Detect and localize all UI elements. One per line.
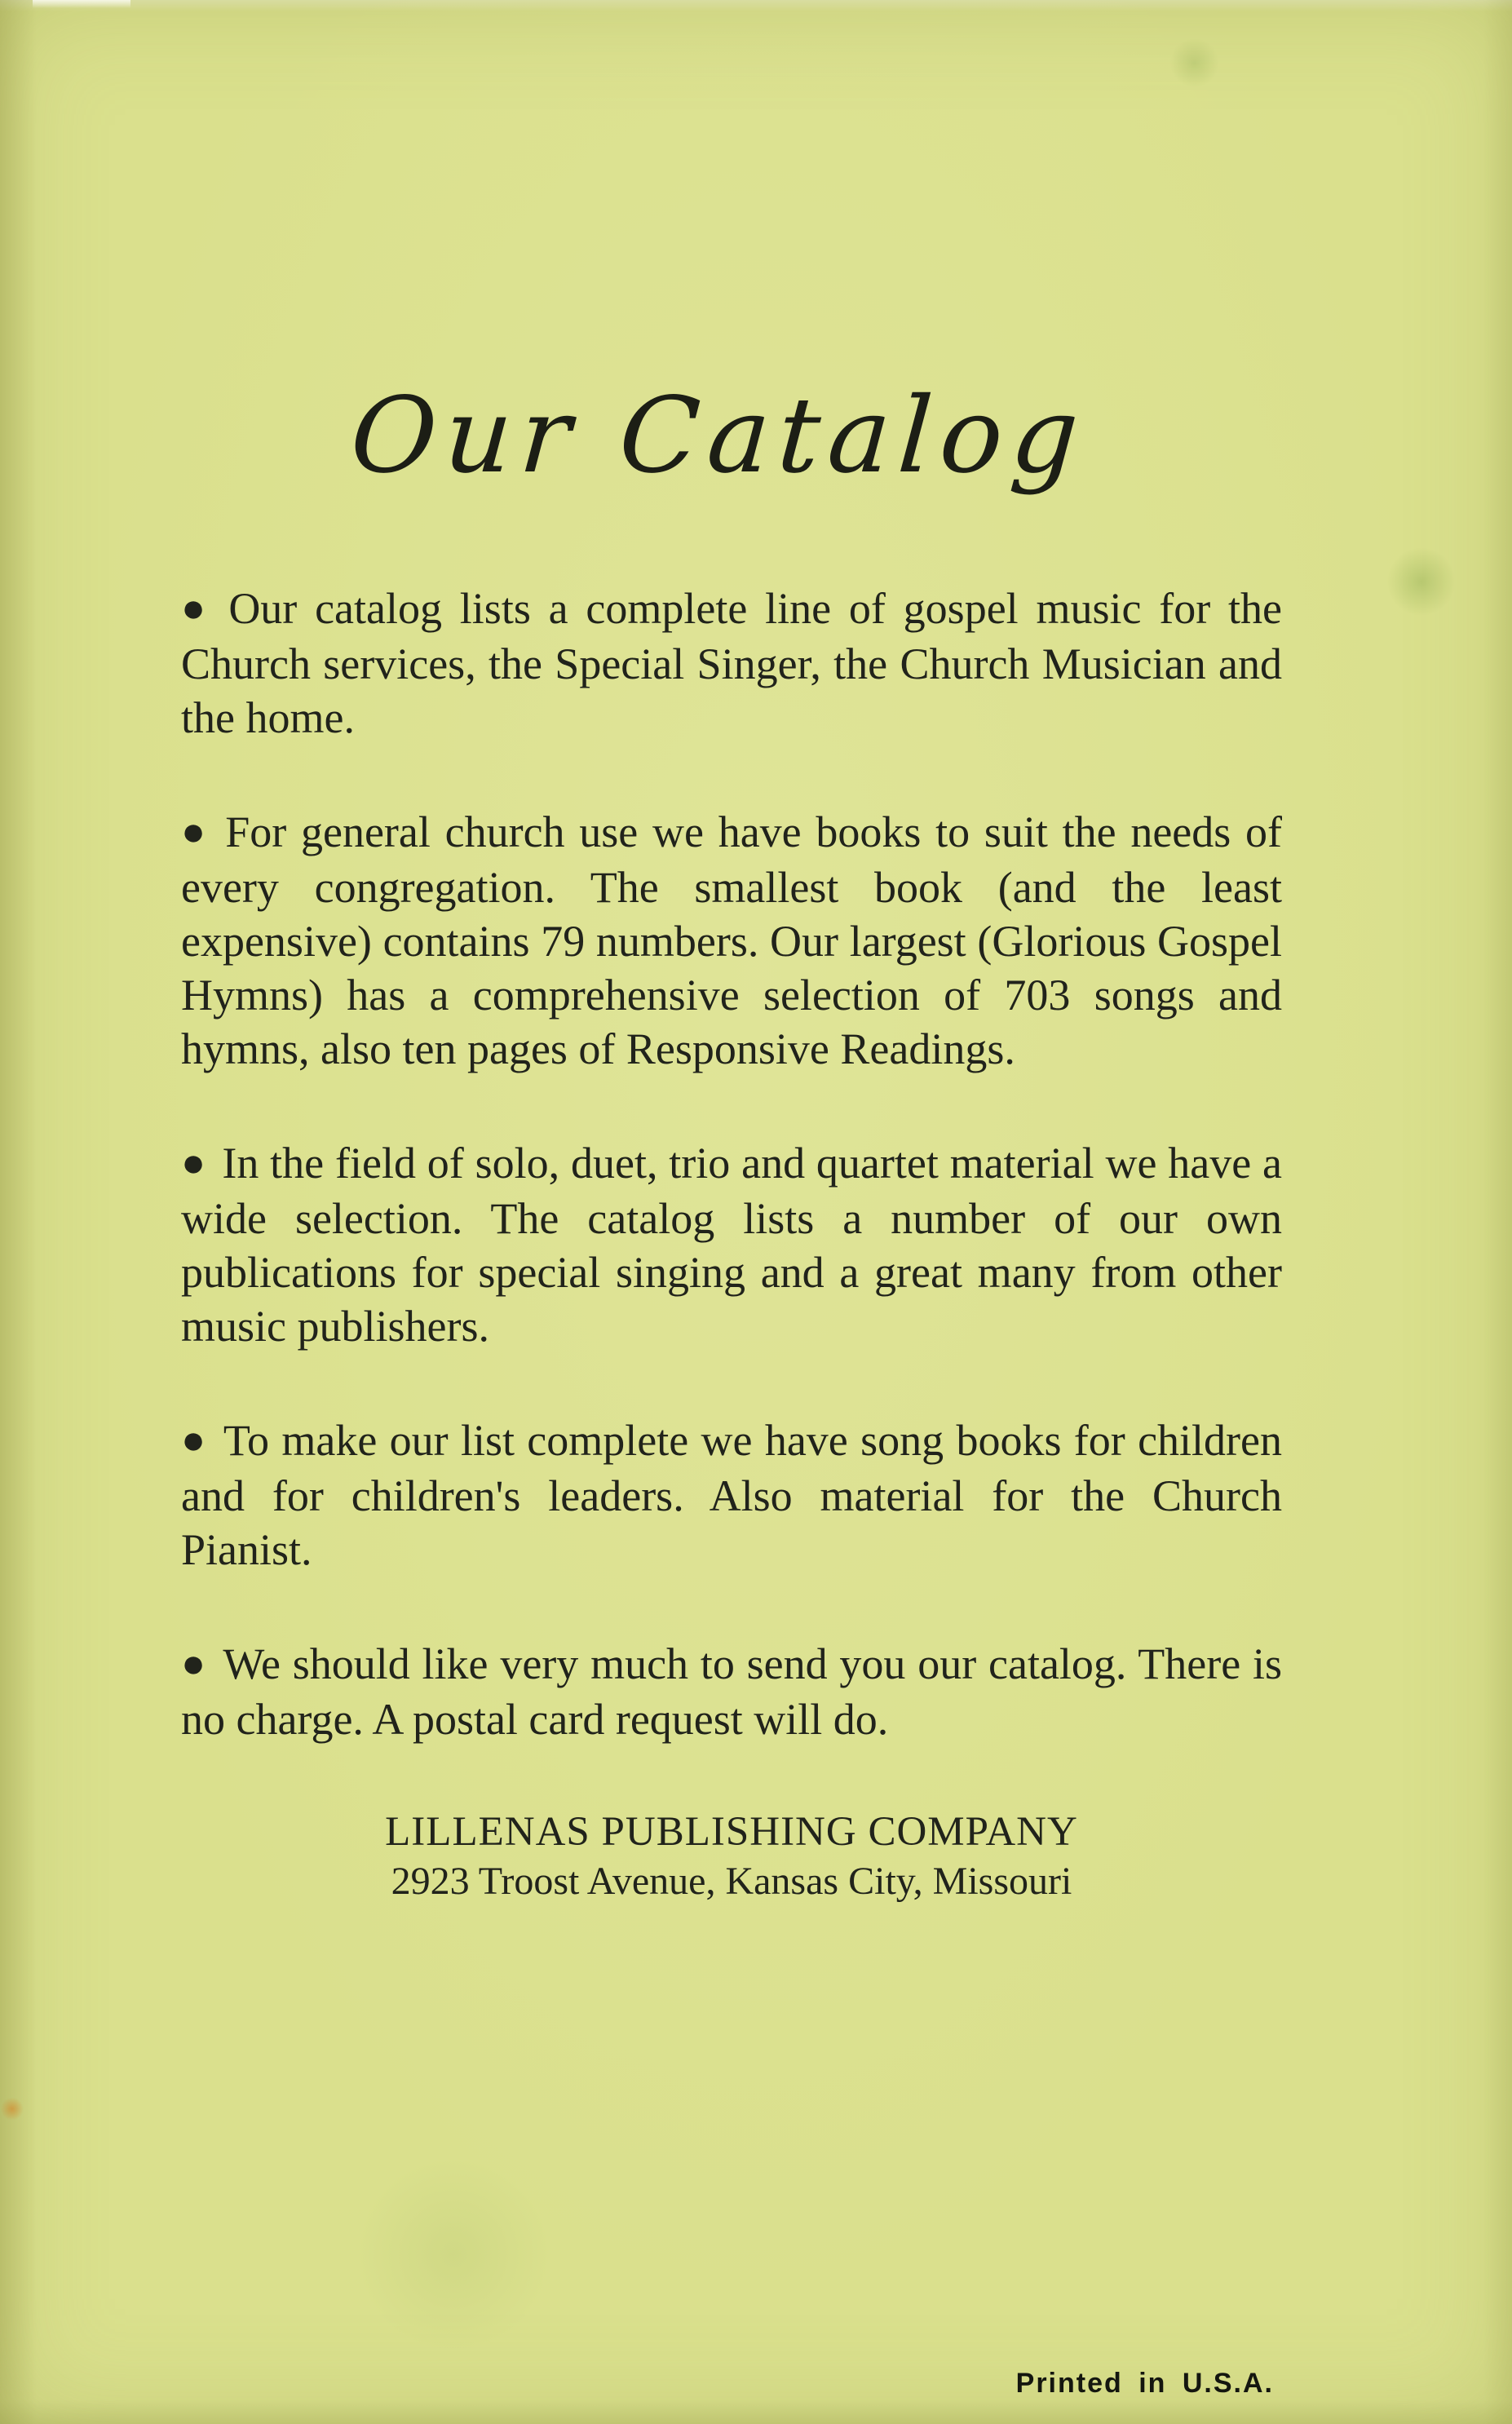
paragraph-general-church-use [181,805,1282,1076]
paragraph-text: We should like very much to send you our catalog. There is no charge. A postal card request will do. [181,1639,1282,1744]
publisher-address: 2923 Troost Avenue, Kansas City, Missouri [391,1860,1072,1903]
paragraph-solo-duet-material [181,1136,1282,1353]
paragraph-children-material [181,1413,1282,1577]
bullet-icon: ● [181,1641,207,1686]
paragraph-catalog-overview [181,582,1282,745]
printed-in-usa-note: Printed in U.S.A. [1015,2368,1274,2399]
bullet-icon: ● [181,1140,206,1185]
paragraph-text: Our catalog lists a complete line of gospel music for the Church services, the Special Singer, the Church Musician and the home. [181,584,1282,742]
paragraph-text: In the field of solo, duet, trio and quartet material we have a wide selection. The catalog lists a number of our own publications for special singing and a great many from other music publishers. [181,1139,1282,1351]
paragraph-text: For general church use we have books to suit the needs of every congregation. The smallest book (and the least expensive) contains 79 numbers. Our largest (Glorious Gospel Hymns) has a comprehensive selection of 703 songs and hymns, also ten pages of Responsive Readings. [181,807,1282,1073]
page-title: Our Catalog [347,375,1090,497]
paragraph-request-catalog [181,1637,1282,1746]
bullet-icon: ● [181,1418,207,1462]
publisher-footer [181,1807,1282,1906]
body-copy [181,582,1282,1746]
bullet-icon: ● [181,809,210,854]
paragraph-text: To make our list complete we have song books for children and for children's leaders. Also material for the Church Pianist. [181,1416,1283,1574]
publisher-name: LILLENAS PUBLISHING COMPANY [385,1809,1078,1855]
bullet-icon: ● [181,586,213,630]
